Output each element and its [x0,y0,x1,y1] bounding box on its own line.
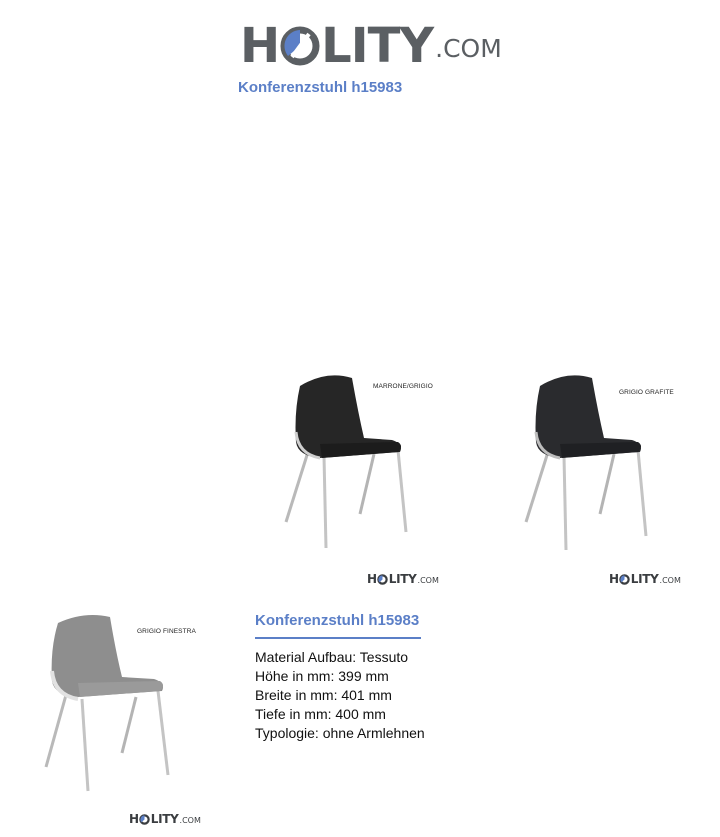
chair-image-grigio-finestra [40,613,175,800]
chair-image-grigio-grafite [520,372,655,559]
spec-line-depth: Tiefe in mm: 400 mm [255,706,386,722]
logo-o-icon [377,574,388,585]
holity-mini-logo: H LITY .COM [129,812,201,826]
logo-o-icon [139,814,150,825]
logo-o-icon [619,574,630,585]
spec-line-width: Breite in mm: 401 mm [255,687,392,703]
variant-label: MARRONE/GRIGIO [373,383,433,390]
logo-letters-lity: LITY [321,18,434,74]
spec-line-height: Höhe in mm: 399 mm [255,668,389,684]
chair-illustration [280,372,415,554]
spec-line-material: Material Aufbau: Tessuto [255,649,409,665]
chair-illustration [40,613,175,795]
spec-title: Konferenzstuhl h15983 [255,612,420,629]
variant-label: GRIGIO GRAFITE [619,389,674,396]
chair-illustration [520,372,655,554]
variant-label: GRIGIO FINESTRA [137,628,196,635]
chair-image-marrone-grigio [280,372,415,559]
spec-divider [255,637,421,639]
spec-line-typology: Typologie: ohne Armlehnen [255,725,425,741]
page-title: Konferenzstuhl h15983 [238,79,403,96]
holity-mini-logo: H LITY .COM [609,572,681,586]
logo-wordmark [240,20,433,72]
logo-letter-h: H [240,18,280,74]
logo-tld: .COM [435,34,502,63]
logo-o-icon [280,26,320,66]
holity-mini-logo: H LITY .COM [367,572,439,586]
holity-logo[interactable] [240,12,502,72]
spec-list [255,648,425,743]
